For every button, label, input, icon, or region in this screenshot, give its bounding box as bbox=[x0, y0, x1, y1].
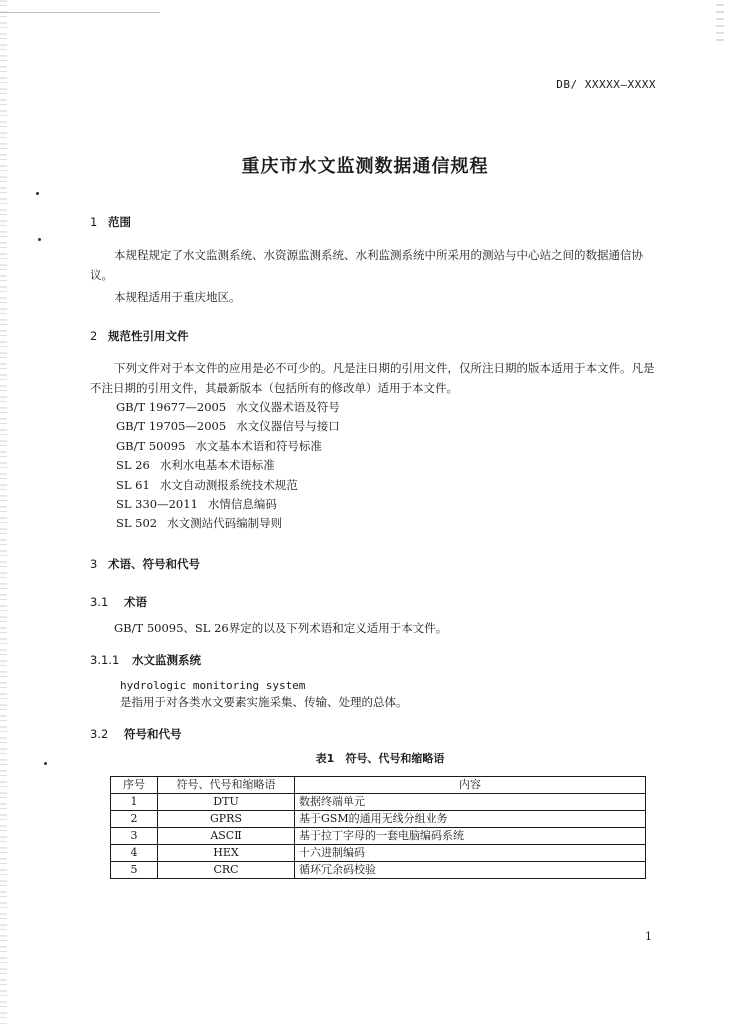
scan-speck bbox=[38, 238, 41, 241]
section-title: 规范性引用文件 bbox=[108, 329, 189, 343]
standard-code: DB/ XXXXX—XXXX bbox=[556, 78, 656, 91]
table-cell: 2 bbox=[111, 811, 158, 828]
term-english: hydrologic monitoring system bbox=[120, 679, 306, 692]
term-definition: 是指用于对各类水文要素实施采集、传输、处理的总体。 bbox=[120, 695, 408, 709]
page-number: 1 bbox=[645, 930, 652, 943]
reference-code: SL 502 bbox=[116, 516, 158, 531]
column-header: 符号、代号和缩略语 bbox=[158, 777, 295, 794]
section-2-paragraph: 下列文件对于本文件的应用是必不可少的。凡是注日期的引用文件，仅所注日期的版本适用于本文件。凡是不注日期的引用文件，其最新版本（包括所有的修改单）适用于本文件。 bbox=[90, 361, 655, 395]
section-heading-3 bbox=[90, 556, 200, 572]
table-row bbox=[111, 811, 646, 828]
reference-code: SL 61 bbox=[116, 477, 150, 492]
section-number: 2 bbox=[90, 329, 98, 343]
reference-code: GB/T 19705—2005 bbox=[116, 419, 227, 434]
table-row bbox=[111, 862, 646, 879]
reference-list bbox=[116, 398, 340, 534]
section-1-paragraph: 本规程规定了水文监测系统、水资源监测系统、水利监测系统中所采用的测站与中心站之间的数据通信协议。 bbox=[90, 248, 643, 282]
reference-code: SL 26 bbox=[116, 458, 150, 473]
reference-item bbox=[116, 476, 340, 495]
table-row bbox=[111, 794, 646, 811]
scan-speck bbox=[36, 192, 39, 195]
scan-mark bbox=[716, 4, 724, 44]
reference-item bbox=[116, 514, 340, 533]
table-cell: 5 bbox=[111, 862, 158, 879]
reference-code: GB/T 19677—2005 bbox=[116, 400, 227, 414]
reference-name: 水文基本术语和符号标准 bbox=[195, 438, 322, 453]
table-caption: 表1 符号、代号和缩略语 bbox=[315, 752, 445, 765]
reference-item bbox=[116, 417, 340, 436]
section-title: 符号和代号 bbox=[124, 727, 182, 741]
table-cell: 基于GSM的通用无线分组业务 bbox=[295, 811, 646, 828]
section-heading-3-1 bbox=[90, 594, 147, 610]
reference-name: 水文自动测报系统技术规范 bbox=[159, 477, 298, 492]
reference-name: 水情信息编码 bbox=[207, 497, 277, 512]
reference-item bbox=[116, 495, 340, 514]
symbols-table bbox=[110, 776, 646, 879]
table-cell: 4 bbox=[111, 845, 158, 862]
section-title: 水文监测系统 bbox=[132, 653, 201, 667]
section-heading-2 bbox=[90, 328, 189, 344]
document-title: 重庆市水文监测数据通信规程 bbox=[241, 156, 489, 177]
section-title: 术语 bbox=[124, 595, 147, 609]
scan-line bbox=[0, 12, 160, 13]
section-number: 1 bbox=[90, 215, 98, 229]
table-cell: HEX bbox=[158, 845, 295, 862]
reference-code: GB/T 50095 bbox=[116, 438, 186, 453]
table-cell: DTU bbox=[158, 794, 295, 811]
section-heading-3-2 bbox=[90, 726, 182, 742]
section-title: 术语、符号和代号 bbox=[108, 557, 200, 571]
column-header: 内容 bbox=[295, 777, 646, 794]
table-cell: 数据终端单元 bbox=[295, 794, 646, 811]
reference-item bbox=[116, 437, 340, 456]
reference-name: 水利水电基本术语标准 bbox=[159, 458, 275, 473]
section-number: 3.1 bbox=[90, 595, 109, 609]
table-cell: 十六进制编码 bbox=[295, 845, 646, 862]
table-cell: CRC bbox=[158, 862, 295, 879]
reference-item bbox=[116, 456, 340, 475]
section-1-scope: 本规程适用于重庆地区。 bbox=[114, 290, 241, 304]
section-number: 3.1.1 bbox=[90, 653, 120, 667]
table-cell: 1 bbox=[111, 794, 158, 811]
reference-name: 水文测站代码编制导则 bbox=[167, 516, 283, 531]
reference-code: SL 330—2011 bbox=[116, 497, 198, 512]
section-number: 3.2 bbox=[90, 727, 109, 741]
section-number: 3 bbox=[90, 557, 98, 571]
table-cell: ASCⅡ bbox=[158, 828, 295, 845]
table-row bbox=[111, 845, 646, 862]
reference-item bbox=[116, 398, 340, 417]
table-cell: 基于拉丁字母的一套电脑编码系统 bbox=[295, 828, 646, 845]
table-cell: 循环冗余码校验 bbox=[295, 862, 646, 879]
reference-name: 水文仪器信号与接口 bbox=[236, 419, 340, 434]
section-3-1-paragraph: GB/T 50095、SL 26界定的以及下列术语和定义适用于本文件。 bbox=[114, 621, 448, 635]
section-title: 范围 bbox=[108, 215, 131, 229]
table-cell: 3 bbox=[111, 828, 158, 845]
section-heading-3-1-1 bbox=[90, 652, 201, 668]
section-heading-1 bbox=[90, 214, 131, 230]
column-header: 序号 bbox=[111, 777, 158, 794]
reference-name: 水文仪器术语及符号 bbox=[236, 400, 340, 414]
table-header-row bbox=[111, 777, 646, 794]
table-row bbox=[111, 828, 646, 845]
table-cell: GPRS bbox=[158, 811, 295, 828]
